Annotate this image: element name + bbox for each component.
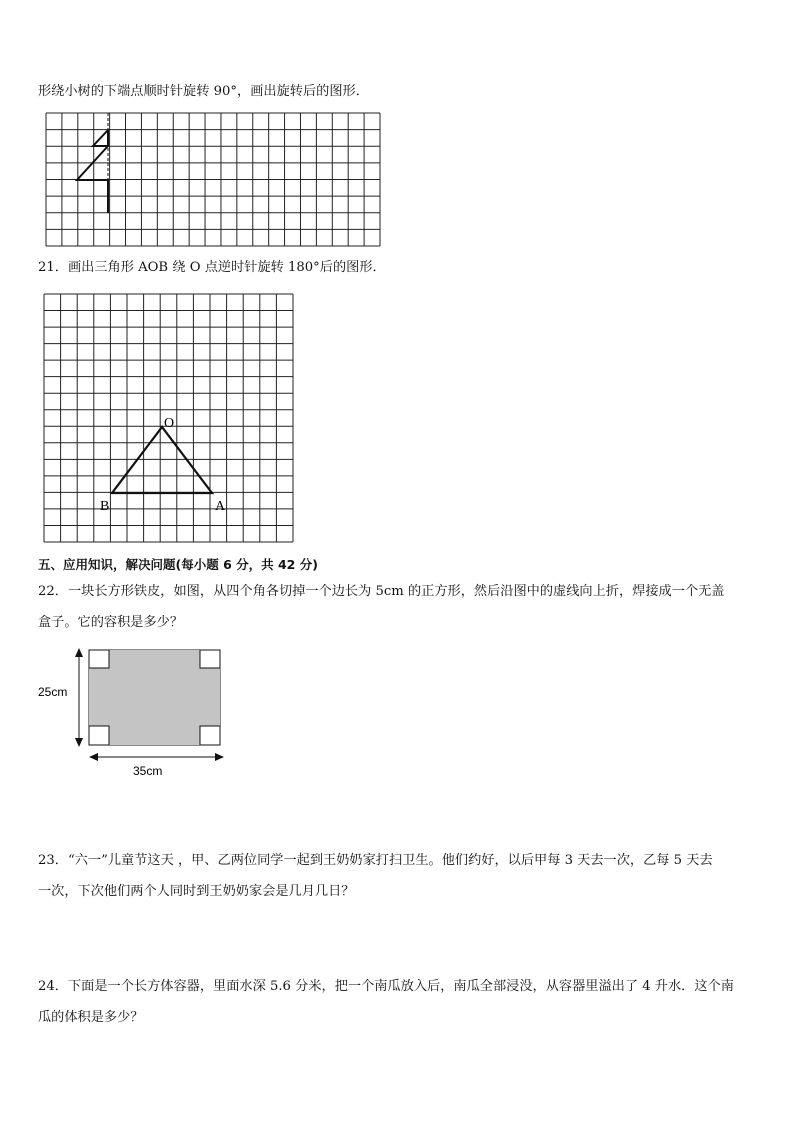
label-a: A	[215, 499, 226, 514]
q23-line1: 23．“六一”儿童节这天 ，甲、乙两位同学一起到王奶奶家打扫卫生。他们约好，以后甲每 3 天去一次，乙每 5 天去	[38, 853, 713, 868]
label-o: O	[164, 416, 175, 431]
q21-text: 21．画出三角形 AOB 绕 O 点逆时针旋转 180°后的图形．	[38, 260, 386, 275]
q24-line2: 瓜的体积是多少？	[38, 1010, 144, 1025]
corner-square-bl	[89, 726, 109, 745]
q24-line1: 24．下面是一个长方体容器，里面水深 5.6 分米，把一个南瓜放入后，南瓜全部浸没，从容器里溢出了 4 升水．这个南	[38, 979, 734, 994]
section-5-heading: 五、应用知识，解决问题(每小题 6 分，共 42 分)	[38, 557, 318, 572]
height-arrow-head-top	[75, 648, 83, 657]
height-label: 25cm	[38, 685, 68, 699]
q22-line2: 盒子。它的容积是多少？	[38, 615, 184, 630]
corner-square-tl	[89, 650, 109, 668]
width-label: 35cm	[133, 764, 163, 778]
height-arrow-head-bottom	[75, 738, 83, 747]
corner-square-br	[200, 726, 220, 745]
width-arrow-head-left	[89, 753, 98, 761]
corner-square-tr	[200, 650, 220, 668]
width-arrow-head-right	[215, 753, 224, 761]
q22-line1: 22．一块长方形铁皮，如图，从四个角各切掉一个边长为 5cm 的正方形，然后沿图中的虚线向上折，焊接成一个无盖	[38, 584, 725, 599]
label-b: B	[100, 499, 110, 514]
q20-text: 形绕小树的下端点顺时针旋转 90°，画出旋转后的图形．	[38, 84, 369, 99]
q23-line2: 一次，下次他们两个人同时到王奶奶家会是几月几日？	[38, 884, 355, 899]
